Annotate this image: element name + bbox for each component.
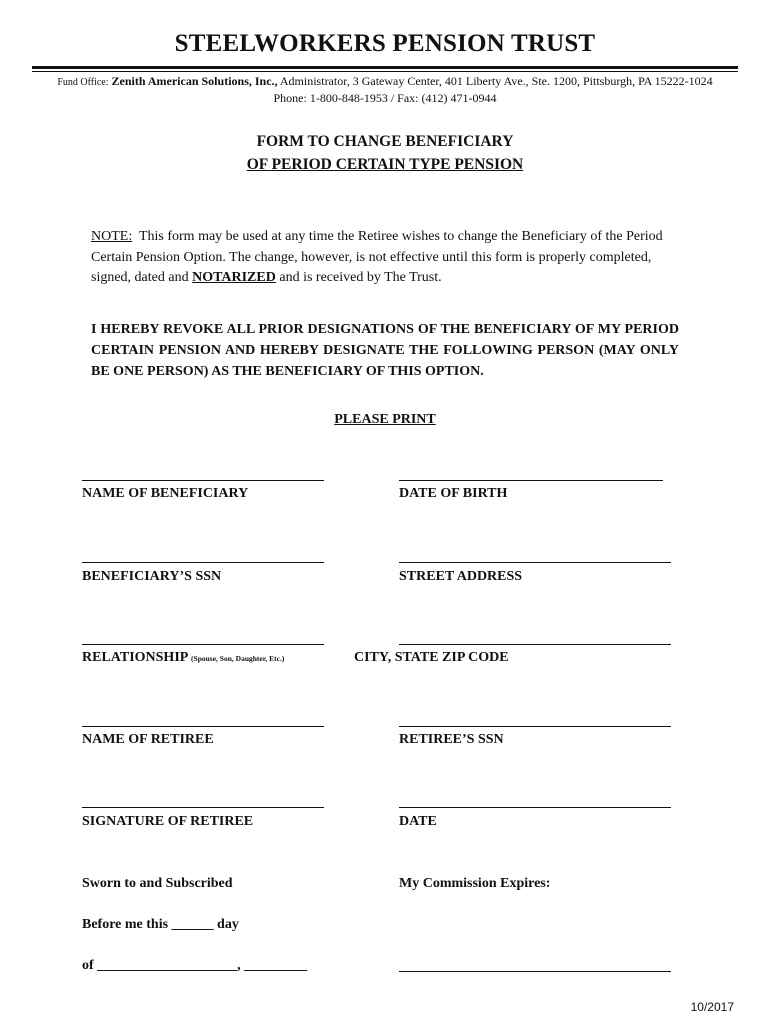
date-of-birth-line[interactable]: [399, 480, 663, 481]
revision-date: 10/2017: [690, 1000, 734, 1014]
of-date-line: of ____________________, _________: [82, 958, 308, 973]
commission-expires-label: My Commission Expires:: [399, 876, 551, 891]
beneficiary-name-line[interactable]: [82, 480, 324, 481]
street-address-line[interactable]: [399, 562, 671, 563]
date-line[interactable]: [399, 807, 671, 808]
form-title-line1: FORM TO CHANGE BENEFICIARY: [256, 133, 514, 150]
retiree-name-label: NAME OF RETIREE: [82, 732, 214, 747]
trust-title: STEELWORKERS PENSION TRUST: [174, 30, 596, 57]
note-paragraph: [91, 227, 683, 289]
note-label: NOTE:: [91, 229, 133, 244]
city-state-zip-label: CITY, STATE ZIP CODE: [354, 650, 509, 665]
note-text-end: and is received by The Trust.: [279, 270, 442, 285]
relationship-label-text: RELATIONSHIP: [82, 650, 188, 665]
please-print: PLEASE PRINT: [334, 412, 436, 427]
note-text: This form may be used at any time the Retiree wishes to change the Beneficiary of the Period Certain Pension Option. The change, however, is not effective until this form is properly completed, signed, dated and: [91, 229, 663, 285]
sworn-subscribed: Sworn to and Subscribed: [82, 876, 233, 891]
retiree-signature-line[interactable]: [82, 807, 324, 808]
retiree-name-line[interactable]: [82, 726, 324, 727]
header-rule-thick: [32, 66, 738, 69]
city-state-zip-line[interactable]: [399, 644, 671, 645]
retiree-ssn-line[interactable]: [399, 726, 671, 727]
date-label: DATE: [399, 814, 437, 829]
notary-signature-line[interactable]: [399, 971, 671, 972]
relationship-label: [82, 650, 284, 666]
retiree-signature-label: SIGNATURE OF RETIREE: [82, 814, 254, 829]
form-title-line2: OF PERIOD CERTAIN TYPE PENSION: [246, 156, 524, 173]
beneficiary-ssn-label: BENEFICIARY’S SSN: [82, 569, 222, 584]
fund-office-line: [0, 74, 770, 89]
retiree-ssn-label: RETIREE’S SSN: [399, 732, 504, 747]
notarized-emphasis: NOTARIZED: [192, 270, 276, 285]
administrator-name: Zenith American Solutions, Inc.,: [111, 74, 278, 88]
beneficiary-ssn-line[interactable]: [82, 562, 324, 563]
relationship-line[interactable]: [82, 644, 324, 645]
fund-office-address: Administrator, 3 Gateway Center, 401 Liberty Ave., Ste. 1200, Pittsburgh, PA 15222-1024: [279, 74, 713, 88]
beneficiary-name-label: NAME OF BENEFICIARY: [82, 486, 249, 501]
date-of-birth-label: DATE OF BIRTH: [399, 486, 508, 501]
header-rule-thin: [32, 71, 738, 72]
street-address-label: STREET ADDRESS: [399, 569, 523, 584]
revocation-statement: I HEREBY REVOKE ALL PRIOR DESIGNATIONS OF THE BENEFICIARY OF MY PERIOD CERTAIN PENSION AND HEREBY DESIGNATE THE FOLLOWING PERSON (MAY ONLY BE ONE PERSON) AS THE BENEFICIARY OF THIS OPTION.: [91, 322, 679, 379]
phone-fax: Phone: 1-800-848-1953 / Fax: (412) 471-0944: [273, 91, 497, 105]
before-me-day: Before me this ______ day: [82, 917, 239, 932]
fund-office-label: Fund Office:: [57, 77, 109, 88]
relationship-hint: (Spouse, Son, Daughter, Etc.): [191, 654, 285, 663]
